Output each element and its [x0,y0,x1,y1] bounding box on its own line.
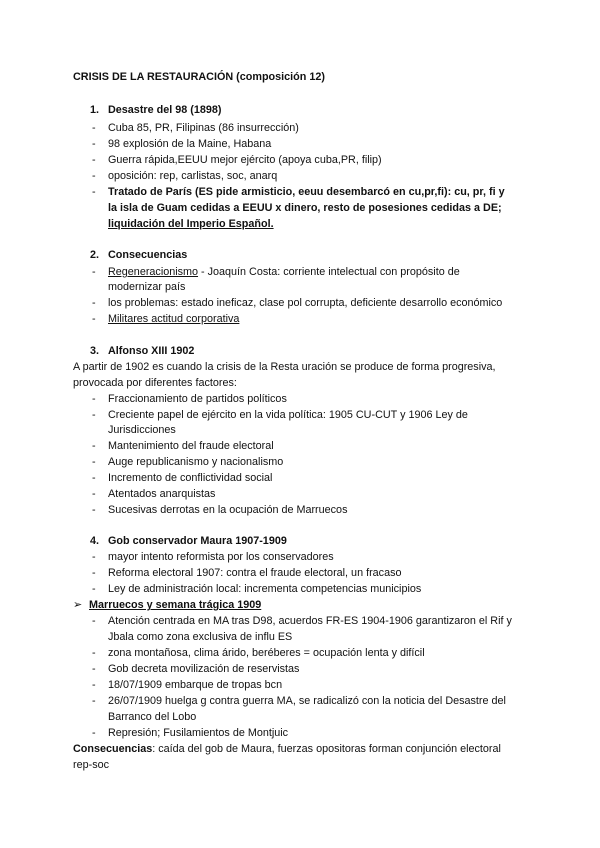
list-item: 26/07/1909 huelga g contra guerra MA, se radicalizó con la noticia del Desastre del [108,695,506,707]
section-3-heading: Alfonso XIII 1902 [108,345,195,357]
list-item: 98 explosión de la Maine, Habana [108,138,272,150]
consequences-paragraph [73,742,501,757]
bullet-dash: - [92,551,96,563]
list-item: 18/07/1909 embarque de tropas bcn [108,679,283,691]
treaty-line-1: Tratado de París (ES pide armisticio, eeuu desembarcó en cu,pr,fi): cu, pr, fi y [108,186,505,198]
bullet-dash: - [92,663,96,675]
bullet-dash: - [92,266,96,278]
list-item: Fraccionamiento de partidos políticos [108,393,287,405]
consequences-label: Consecuencias [73,743,153,755]
bullet-dash: - [92,409,96,421]
list-item-continuation: Barranco del Lobo [108,711,197,723]
bullet-dash: - [92,647,96,659]
bullet-dash: - [92,313,96,325]
list-item: Auge republicanismo y nacionalismo [108,456,284,468]
bullet-dash: - [92,488,96,500]
section-1-number: 1. [90,104,100,116]
list-item-continuation: modernizar país [108,281,186,293]
bullet-dash: - [92,615,96,627]
list-item-continuation: Jbala como zona exclusiva de influ ES [108,631,293,643]
arrow-bullet-icon: ➢ [73,599,83,611]
list-item: Militares actitud corporativa [108,313,240,325]
bullet-dash: - [92,440,96,452]
bullet-dash: - [92,567,96,579]
section-2-heading: Consecuencias [108,249,188,261]
bullet-dash: - [92,472,96,484]
list-item: Atentados anarquistas [108,488,216,500]
bullet-dash: - [92,727,96,739]
bullet-dash: - [92,504,96,516]
list-item: Reforma electoral 1907: contra el fraude electoral, un fracaso [108,567,402,579]
list-item: los problemas: estado ineficaz, clase pol corrupta, deficiente desarrollo económico [108,297,503,309]
list-item: Represión; Fusilamientos de Montjuic [108,727,289,739]
bullet-dash: - [92,154,96,166]
list-item: oposición: rep, carlistas, soc, anarq [108,170,278,182]
regeneracionismo-text: - Joaquín Costa: corriente intelectual con propósito de [198,266,460,278]
section-4-heading: Gob conservador Maura 1907-1909 [108,535,287,547]
list-item: Incremento de conflictividad social [108,472,273,484]
consequences-continuation: rep-soc [73,759,110,771]
list-item: Sucesivas derrotas en la ocupación de Marruecos [108,504,348,516]
section-3-intro: A partir de 1902 es cuando la crisis de la Resta uración se produce de forma progresiva, [73,361,496,373]
bullet-dash: - [92,186,96,198]
list-item: Gob decreta movilización de reservistas [108,663,300,675]
list-item-continuation: Jurisdicciones [108,424,176,436]
bullet-dash: - [92,297,96,309]
list-item: zona montañosa, clima árido, beréberes = ocupación lenta y difícil [108,647,425,659]
list-item: Ley de administración local: incrementa competencias municipios [108,583,422,595]
list-item: mayor intento reformista por los conservadores [108,551,334,563]
bullet-dash: - [92,679,96,691]
list-item: Cuba 85, PR, Filipinas (86 insurrección) [108,122,299,134]
section-3-number: 3. [90,345,100,357]
bullet-dash: - [92,138,96,150]
bullet-dash: - [92,170,96,182]
treaty-line-3: liquidación del Imperio Español. [108,218,274,230]
section-4-number: 4. [90,535,100,547]
section-2-number: 2. [90,249,100,261]
regeneracionismo-label: Regeneracionismo [108,266,199,278]
list-item: Atención centrada en MA tras D98, acuerdos FR-ES 1904-1906 garantizaron el Rif y [108,615,512,627]
list-item: Guerra rápida,EEUU mejor ejército (apoya cuba,PR, filip) [108,154,382,166]
treaty-line-2: la isla de Guam cedidas a EEUU x dinero, resto de posesiones cedidas a DE; [108,202,502,214]
consequences-text: : caída del gob de Maura, fuerzas opositoras forman conjunción electoral [152,743,501,755]
section-1-heading: Desastre del 98 (1898) [108,104,222,116]
list-item [108,265,460,280]
bullet-dash: - [92,122,96,134]
section-5-heading: Marruecos y semana trágica 1909 [89,599,262,611]
page-title: CRISIS DE LA RESTAURACIÓN (composición 12) [73,71,325,83]
section-3-intro: provocada por diferentes factores: [73,377,237,389]
bullet-dash: - [92,456,96,468]
list-item: Mantenimiento del fraude electoral [108,440,274,452]
bullet-dash: - [92,393,96,405]
bullet-dash: - [92,695,96,707]
list-item: Creciente papel de ejército en la vida política: 1905 CU-CUT y 1906 Ley de [108,409,468,421]
bullet-dash: - [92,583,96,595]
